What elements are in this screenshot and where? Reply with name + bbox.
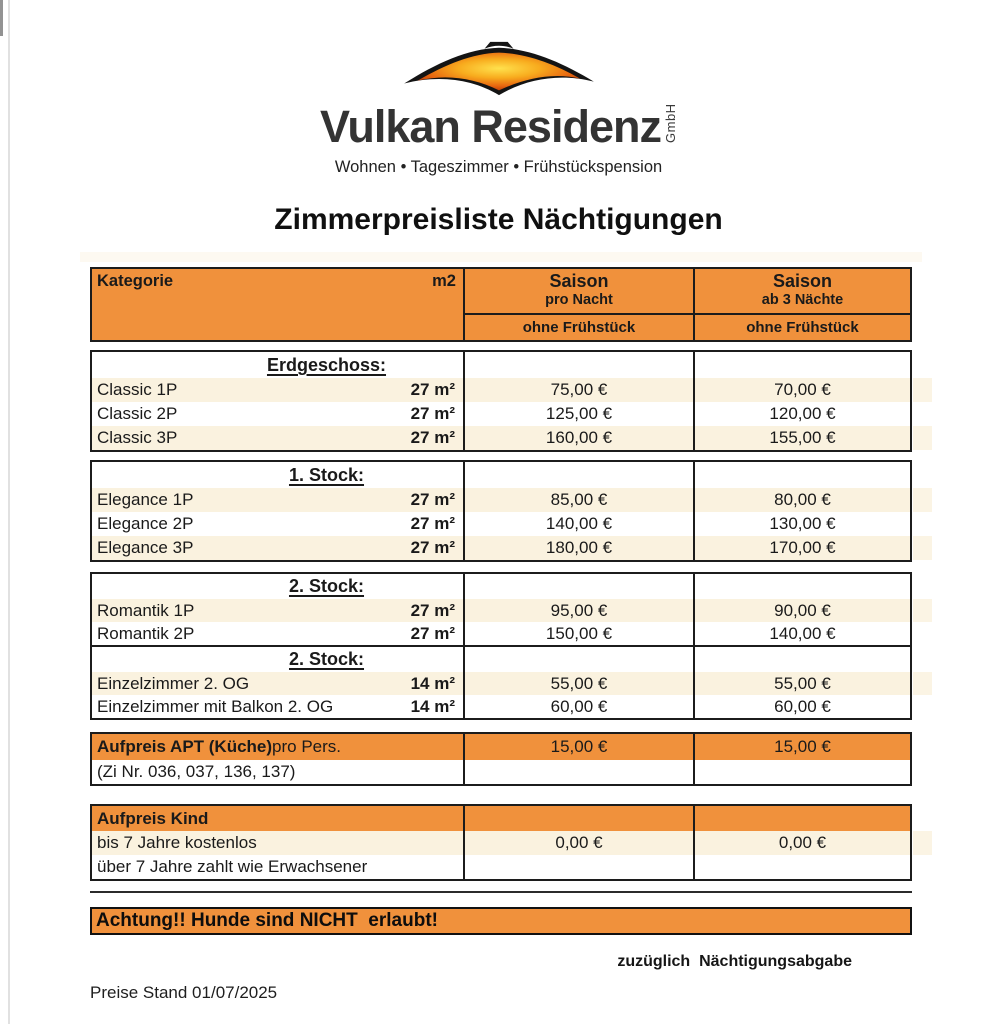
price-per-night: 160,00 € — [463, 426, 693, 450]
scan-corner-mark — [0, 0, 3, 36]
child-surcharge-block — [90, 804, 912, 881]
surcharge-note: zuzüglich Nächtigungsabgabe — [617, 953, 852, 970]
price-row-romantik-2p — [92, 622, 910, 645]
room-name: Elegance 3P — [97, 538, 194, 557]
room-size: 27 m² — [410, 380, 455, 399]
price-per-night: 180,00 € — [463, 536, 693, 560]
room-size: 14 m² — [410, 697, 455, 716]
price-list — [90, 267, 912, 1003]
price-from-3-nights: 70,00 € — [693, 378, 910, 402]
room-size: 27 m² — [410, 538, 455, 557]
table-header — [90, 267, 912, 342]
header-category-label: Kategorie — [97, 272, 174, 290]
page-title: Zimmerpreisliste Nächtigungen — [274, 203, 723, 236]
room-name: Classic 2P — [97, 404, 178, 423]
price-per-night: 60,00 € — [463, 695, 693, 718]
room-name: Classic 3P — [97, 428, 178, 447]
price-per-night: 150,00 € — [463, 622, 693, 645]
room-name: Einzelzimmer 2. OG — [97, 674, 250, 693]
price-per-night: 85,00 € — [463, 488, 693, 512]
apt-surcharge-block — [90, 732, 912, 786]
price-row-elegance-1p — [92, 488, 910, 512]
season-night-sub: pro Nacht — [545, 292, 613, 308]
section-2-stock — [90, 572, 912, 720]
room-name: Romantik 1P — [97, 601, 195, 620]
child-adult-text: über 7 Jahre zahlt wie Erwachsener — [97, 857, 368, 876]
price-from-3-nights: 80,00 € — [693, 488, 910, 512]
price-from-3-nights: 90,00 € — [693, 599, 910, 622]
price-from-3-nights: 155,00 € — [693, 426, 910, 450]
section-heading-row — [92, 462, 910, 488]
room-size: 27 m² — [410, 490, 455, 509]
room-name: Romantik 2P — [97, 624, 195, 643]
scan-edge-line — [8, 0, 10, 1024]
apt-surcharge-row — [92, 734, 910, 760]
child-surcharge-heading-row — [92, 806, 910, 831]
price-from-3-nights: 170,00 € — [693, 536, 910, 560]
price-per-night: 75,00 € — [463, 378, 693, 402]
room-name: Classic 1P — [97, 380, 178, 399]
price-row-classic-1p — [92, 378, 910, 402]
price-from-3-nights: 60,00 € — [693, 695, 910, 718]
apt-label-bold: Aufpreis APT (Küche) — [97, 737, 273, 756]
room-size: 27 m² — [410, 624, 455, 643]
season-3n-title: Saison — [772, 271, 833, 291]
price-row-romantik-1p — [92, 599, 910, 622]
header-category-cell — [92, 269, 463, 340]
tagline: Wohnen • Tageszimmer • Frühstückspension — [334, 158, 663, 176]
room-name: Einzelzimmer mit Balkon 2. OG — [97, 697, 334, 716]
season-3n-note: ohne Frühstück — [693, 313, 910, 340]
warning-banner: Achtung!! Hunde sind NICHT erlaubt! — [90, 907, 912, 935]
price-row-einzelzimmer-balkon — [92, 695, 910, 718]
section-heading: 2. Stock: — [288, 576, 365, 596]
header-season-3n — [693, 269, 910, 313]
price-per-night: 125,00 € — [463, 402, 693, 426]
room-name: Elegance 2P — [97, 514, 194, 533]
price-per-night: 95,00 € — [463, 599, 693, 622]
company-suffix: GmbH — [662, 103, 678, 143]
season-3n-sub: ab 3 Nächte — [761, 292, 844, 308]
price-row-classic-2p — [92, 402, 910, 426]
season-night-note: ohne Frühstück — [463, 313, 693, 340]
price-row-einzelzimmer — [92, 672, 910, 695]
price-from-3-nights: 0,00 € — [693, 831, 910, 855]
price-per-night: 140,00 € — [463, 512, 693, 536]
price-from-3-nights: 15,00 € — [693, 734, 910, 760]
child-surcharge-heading: Aufpreis Kind — [97, 809, 209, 828]
section-heading: Erdgeschoss: — [266, 355, 387, 375]
child-free-text: bis 7 Jahre kostenlos — [97, 833, 257, 852]
apt-rooms-note: (Zi Nr. 036, 037, 136, 137) — [97, 762, 296, 781]
section-1-stock — [90, 460, 912, 562]
child-free-row — [92, 831, 910, 855]
price-per-night: 0,00 € — [463, 831, 693, 855]
child-adult-row — [92, 855, 910, 879]
price-row-elegance-3p — [92, 536, 910, 560]
section-heading-row — [92, 574, 910, 599]
header-season-night — [463, 269, 693, 313]
room-size: 27 m² — [410, 428, 455, 447]
price-date-note: Preise Stand 01/07/2025 — [90, 983, 278, 1002]
room-name: Elegance 1P — [97, 490, 194, 509]
header-size-label: m2 — [432, 272, 456, 290]
room-size: 27 m² — [410, 514, 455, 533]
price-per-night: 15,00 € — [463, 734, 693, 760]
room-size: 14 m² — [410, 674, 455, 693]
section-heading: 1. Stock: — [288, 465, 365, 485]
section-heading: 2. Stock: — [288, 649, 365, 669]
section-heading-row — [92, 645, 910, 672]
price-from-3-nights: 130,00 € — [693, 512, 910, 536]
apt-rooms-row — [92, 760, 910, 784]
brand-line — [0, 101, 997, 152]
apt-label-regular: pro Pers. — [272, 737, 342, 756]
horizontal-rule — [90, 891, 912, 893]
price-row-classic-3p — [92, 426, 910, 450]
section-erdgeschoss — [90, 350, 912, 452]
room-size: 27 m² — [410, 601, 455, 620]
price-per-night: 55,00 € — [463, 672, 693, 695]
logo — [0, 0, 997, 177]
season-night-title: Saison — [549, 271, 609, 291]
brand-text: Vulkan Residenz — [320, 101, 661, 152]
price-from-3-nights: 140,00 € — [693, 622, 910, 645]
scan-band — [80, 252, 922, 262]
price-row-elegance-2p — [92, 512, 910, 536]
volcano-icon — [396, 40, 602, 100]
section-heading-row — [92, 352, 910, 378]
price-from-3-nights: 120,00 € — [693, 402, 910, 426]
room-size: 27 m² — [410, 404, 455, 423]
price-from-3-nights: 55,00 € — [693, 672, 910, 695]
